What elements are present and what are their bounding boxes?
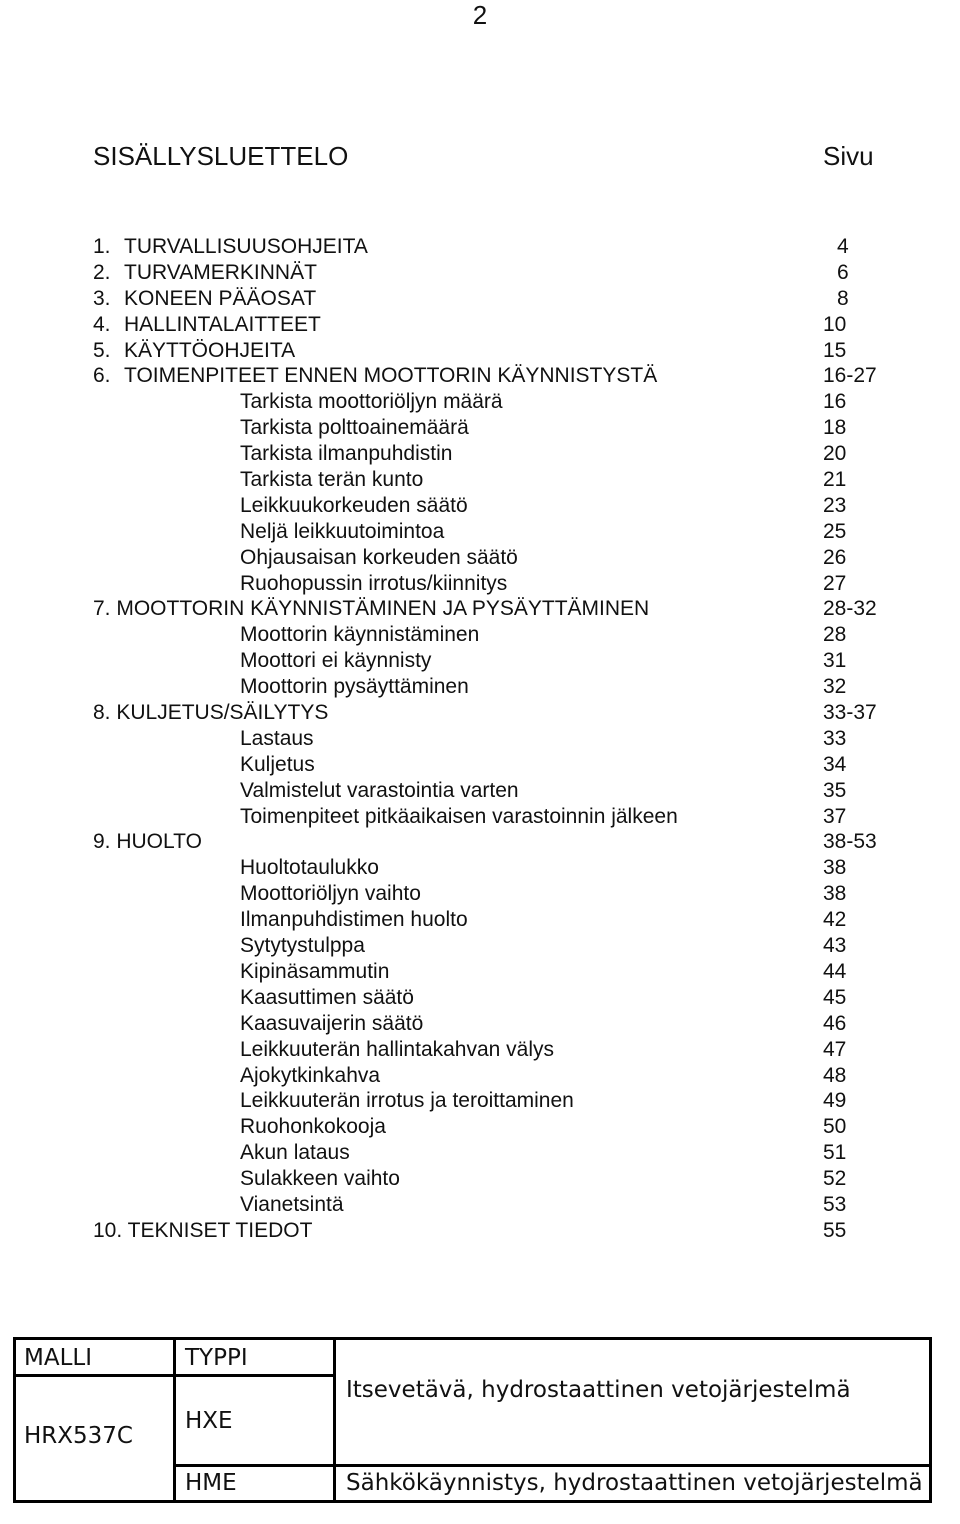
toc-subentry <box>0 1011 960 1037</box>
toc-subentry-label: Tarkista moottoriöljyn määrä <box>240 390 503 414</box>
toc-subentry <box>0 441 960 467</box>
toc-entry-number: 4. <box>93 312 111 336</box>
toc-entry <box>0 234 960 260</box>
toc-subentry-label: Moottori ei käynnisty <box>240 649 432 673</box>
toc-subentry-label: Kipinäsammutin <box>240 959 390 983</box>
toc-subentry-label: Sytytystulppa <box>240 934 365 958</box>
type-hme: HME <box>185 1470 237 1496</box>
toc-entry-page: 55 <box>823 1218 847 1242</box>
toc-entry-label: 9. HUOLTO <box>93 830 202 854</box>
toc-entry-page: 38-53 <box>823 830 877 854</box>
toc-entry-number: 2. <box>93 260 111 284</box>
toc-entry-page: 33-37 <box>823 701 877 725</box>
toc-subentry <box>0 778 960 804</box>
description-hme: Sähkökäynnistys, hydrostaattinen vetojärjestelmä <box>346 1470 923 1496</box>
toc-subentry <box>0 1192 960 1218</box>
table-divider <box>16 1374 333 1377</box>
toc-subentry-page: 21 <box>823 468 847 492</box>
toc-subentry-page: 37 <box>823 804 847 828</box>
toc-subentry <box>0 1088 960 1114</box>
toc-title: SISÄLLYSLUETTELO <box>93 141 349 171</box>
toc-entry-label: 10. TEKNISET TIEDOT <box>93 1218 313 1242</box>
toc-subentry-page: 18 <box>823 416 847 440</box>
type-hxe: HXE <box>185 1408 233 1434</box>
toc-subentry-label: Leikkuuterän hallintakahvan välys <box>240 1037 555 1061</box>
toc-entry-page: 15 <box>823 338 847 362</box>
toc-subentry-page: 52 <box>823 1167 847 1191</box>
toc-entry-label: 8. KULJETUS/SÄILYTYS <box>93 701 329 725</box>
toc-entry-label: KÄYTTÖOHJEITA <box>124 338 296 362</box>
toc-subentry-page: 45 <box>823 985 847 1009</box>
toc-subentry <box>0 855 960 881</box>
toc-subentry-label: Sulakkeen vaihto <box>240 1167 400 1191</box>
toc-subentry-page: 25 <box>823 519 847 543</box>
toc-subentry <box>0 881 960 907</box>
toc-entry-number: 6. <box>93 364 111 388</box>
toc-subentry-page: 38 <box>823 882 847 906</box>
toc-subentry <box>0 752 960 778</box>
toc-entry-label: 7. MOOTTORIN KÄYNNISTÄMINEN JA PYSÄYTTÄMINEN <box>93 597 650 621</box>
toc-subentry-label: Tarkista terän kunto <box>240 468 424 492</box>
toc-subentry <box>0 959 960 985</box>
toc-subentry-page: 43 <box>823 934 847 958</box>
toc-subentry-page: 27 <box>823 571 847 595</box>
toc-subentry <box>0 907 960 933</box>
toc-subentry <box>0 1037 960 1063</box>
toc-subentry-page: 16 <box>823 390 847 414</box>
toc-subentry-label: Valmistelut varastointia varten <box>240 778 519 802</box>
table-of-contents <box>0 234 960 1244</box>
toc-entry <box>0 312 960 338</box>
toc-subentry-label: Lastaus <box>240 726 314 750</box>
toc-subentry <box>0 933 960 959</box>
toc-entry-page: 8 <box>837 286 849 310</box>
toc-subentry-label: Moottorin käynnistäminen <box>240 623 480 647</box>
toc-subentry <box>0 674 960 700</box>
toc-subentry-page: 42 <box>823 908 847 932</box>
toc-subentry <box>0 389 960 415</box>
toc-subentry-page: 34 <box>823 752 847 776</box>
toc-subentry-page: 46 <box>823 1011 847 1035</box>
toc-entry <box>0 363 960 389</box>
toc-entry-page: 16-27 <box>823 364 877 388</box>
page-number: 2 <box>472 0 488 30</box>
toc-subentry-label: Ilmanpuhdistimen huolto <box>240 908 468 932</box>
toc-subentry-page: 23 <box>823 493 847 517</box>
toc-subentry-label: Kaasuttimen säätö <box>240 985 414 1009</box>
toc-entry-page: 10 <box>823 312 847 336</box>
toc-subentry <box>0 1063 960 1089</box>
toc-subentry-label: Ajokytkinkahva <box>240 1063 381 1087</box>
toc-subentry-page: 44 <box>823 959 847 983</box>
toc-subentry-label: Kaasuvaijerin säätö <box>240 1011 424 1035</box>
toc-subentry <box>0 622 960 648</box>
toc-entry <box>0 829 960 855</box>
model-name: HRX537C <box>24 1423 133 1449</box>
toc-entry <box>0 700 960 726</box>
toc-subentry-label: Huoltotaulukko <box>240 856 379 880</box>
toc-entry-page: 28-32 <box>823 597 877 621</box>
toc-page-column-header: Sivu <box>823 141 874 171</box>
toc-subentry-label: Moottorin pysäyttäminen <box>240 675 469 699</box>
tyyppi-header: TYPPI <box>185 1345 248 1371</box>
toc-subentry-label: Akun lataus <box>240 1141 350 1165</box>
toc-subentry-page: 35 <box>823 778 847 802</box>
toc-subentry <box>0 1114 960 1140</box>
toc-subentry <box>0 648 960 674</box>
toc-entry-label: TURVALLISUUSOHJEITA <box>124 235 368 258</box>
toc-subentry <box>0 467 960 493</box>
toc-subentry <box>0 571 960 597</box>
toc-subentry-page: 26 <box>823 545 847 569</box>
toc-subentry <box>0 1166 960 1192</box>
toc-subentry-label: Tarkista polttoainemäärä <box>240 416 469 440</box>
toc-subentry <box>0 493 960 519</box>
toc-subentry <box>0 985 960 1011</box>
toc-entry <box>0 286 960 312</box>
toc-subentry-page: 48 <box>823 1063 847 1087</box>
toc-subentry-page: 47 <box>823 1037 847 1061</box>
toc-subentry-label: Kuljetus <box>240 752 315 776</box>
toc-entry-label: KONEEN PÄÄOSAT <box>124 286 317 310</box>
toc-entry-page: 4 <box>837 235 849 258</box>
toc-subentry-label: Moottoriöljyn vaihto <box>240 882 421 906</box>
toc-entry-number: 3. <box>93 286 111 310</box>
table-divider <box>333 1340 336 1500</box>
toc-subentry-page: 53 <box>823 1192 847 1216</box>
toc-subentry-label: Ohjausaisan korkeuden säätö <box>240 545 518 569</box>
toc-entry-page: 6 <box>837 260 849 284</box>
table-divider <box>173 1340 176 1500</box>
toc-subentry-label: Tarkista ilmanpuhdistin <box>240 442 453 466</box>
toc-subentry-page: 38 <box>823 856 847 880</box>
toc-entry-label: TOIMENPITEET ENNEN MOOTTORIN KÄYNNISTYSTÄ <box>124 364 658 388</box>
toc-subentry-page: 31 <box>823 649 847 673</box>
toc-entry-label: TURVAMERKINNÄT <box>124 260 317 284</box>
toc-subentry-label: Toimenpiteet pitkäaikaisen varastoinnin jälkeen <box>240 804 678 828</box>
toc-entry <box>0 596 960 622</box>
toc-subentry-label: Ruohonkokooja <box>240 1115 386 1139</box>
toc-subentry-page: 20 <box>823 442 847 466</box>
toc-entry-label: HALLINTALAITTEET <box>124 312 321 336</box>
toc-entry <box>0 338 960 364</box>
toc-subentry <box>0 804 960 830</box>
toc-subentry <box>0 545 960 571</box>
toc-entry-number: 1. <box>93 235 111 258</box>
toc-entry <box>0 1218 960 1244</box>
model-type-table <box>13 1337 932 1503</box>
toc-subentry-page: 32 <box>823 675 847 699</box>
toc-subentry-label: Neljä leikkuutoimintoa <box>240 519 445 543</box>
toc-subentry-page: 51 <box>823 1141 847 1165</box>
toc-subentry-label: Leikkuukorkeuden säätö <box>240 493 468 517</box>
description-hxe: Itsevetävä, hydrostaattinen vetojärjestelmä <box>346 1377 851 1403</box>
malli-header: MALLI <box>24 1345 92 1371</box>
toc-subentry-page: 49 <box>823 1089 847 1113</box>
toc-entry-number: 5. <box>93 338 111 362</box>
toc-subentry-label: Leikkuuterän irrotus ja teroittaminen <box>240 1089 574 1113</box>
toc-entry <box>0 260 960 286</box>
toc-subentry-label: Vianetsintä <box>240 1192 344 1216</box>
toc-subentry-page: 33 <box>823 726 847 750</box>
toc-subentry-page: 28 <box>823 623 847 647</box>
toc-subentry <box>0 726 960 752</box>
toc-subentry <box>0 519 960 545</box>
toc-subentry <box>0 1140 960 1166</box>
toc-subentry-page: 50 <box>823 1115 847 1139</box>
toc-subentry-label: Ruohopussin irrotus/kiinnitys <box>240 571 508 595</box>
table-divider <box>173 1464 929 1467</box>
toc-subentry <box>0 415 960 441</box>
